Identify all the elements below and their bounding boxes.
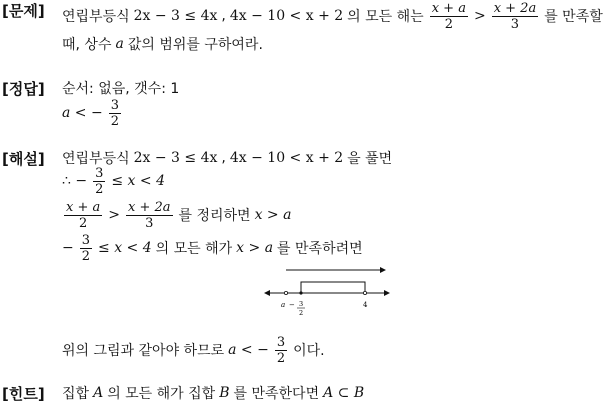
solution-greater-than: > [108,207,120,223]
label-num: 3 [299,300,304,308]
solution-fraction-1-denominator: 2 [95,181,104,197]
answer-line-1 [62,78,179,98]
solution-inequality-1: 2x − 3 ≤ 4x [133,150,218,166]
axis-left-arrowhead [264,290,270,296]
axis-right-arrowhead [384,290,390,296]
solution-result-1: x > a [254,207,292,223]
solution-separator: , [221,150,226,166]
solution-fraction-3-numerator: x + 2a [127,199,171,215]
point-a [284,291,287,294]
solution-final-lhs: a < − [228,342,269,358]
solution-condition: x > a [236,240,274,256]
label-4: 4 [363,301,368,309]
number-line-diagram [258,262,398,322]
answer-fraction-denominator: 2 [110,113,119,129]
fraction-1-numerator: x + a [431,0,466,16]
hint-set-a: A [93,385,104,401]
fraction-2 [492,1,539,32]
hint-mid-1: 의 모든 해가 집합 [107,386,216,402]
label-a: a [281,301,286,309]
solution-text-5-prefix: 위의 그림과 같아야 하므로 [62,343,225,359]
hint-relation: A ⊂ B [323,385,365,401]
point-four [363,291,366,294]
greater-than: > [473,8,486,24]
solution-range-1: ≤ x < 4 [111,173,165,189]
hint-set-b: B [219,385,230,401]
label-minus: − [289,301,295,309]
solution-fraction-4-numerator: 3 [81,232,91,248]
inequality-1: 2x − 3 ≤ 4x [133,8,218,24]
problem-text-prefix: 연립부등식 [62,9,130,25]
solution-tag: [해설] [2,150,45,168]
solution-fraction-1-numerator: 3 [95,165,104,181]
solution-fraction-3 [126,200,173,231]
hint-mid-2: 를 만족한다면 [233,386,320,402]
answer-meta: 순서: 없음, 갯수: 1 [62,81,180,97]
problem-line-1 [62,0,603,32]
solution-fraction-4 [80,233,92,264]
upper-ray-arrowhead [380,267,386,273]
point-minus-three-halves [299,291,302,294]
solution-line-2 [62,164,165,198]
separator: , [221,8,226,24]
therefore-lead: ∴ − [62,173,88,189]
fraction-1 [430,1,468,32]
solution-inequality-2: 4x − 10 < x + 2 [229,150,344,166]
solution-text-suffix: 을 풀면 [347,151,393,167]
solution-line-5 [62,332,325,368]
fraction-2-numerator: x + 2a [493,0,537,16]
solution-final-numerator: 3 [276,334,286,350]
solution-final-fraction [275,335,287,366]
answer-fraction-numerator: 3 [110,97,119,113]
problem-line-2 [62,34,263,54]
solution-line-4 [62,231,363,265]
problem-text-suffix: 를 만족할 [544,9,603,25]
answer-fraction [109,98,121,129]
hint-prefix: 집합 [62,386,90,402]
solution-text-4-mid: 의 모든 해가 [155,241,233,257]
fraction-1-denominator: 2 [444,16,453,32]
solution-range-2: ≤ x < 4 [98,240,152,256]
problem-text-2-suffix: 값의 범위를 구하여라. [127,37,263,53]
inequality-2: 4x − 10 < x + 2 [229,8,344,24]
answer-lhs: a < − [62,105,103,121]
solution-line-3 [62,198,291,232]
answer-tag: [정답] [2,80,45,98]
solution-minus: − [62,240,74,256]
label-den: 2 [299,309,304,317]
solution-fraction-1 [93,166,105,197]
solution-fraction-4-denominator: 2 [81,248,91,264]
problem-tag: [문제] [2,2,45,20]
solution-fraction-2-numerator: x + a [66,199,101,215]
solution-text-4-suffix: 를 만족하려면 [277,241,363,257]
solution-text-3-mid: 를 정리하면 [178,208,251,224]
range-box [301,282,365,293]
solution-fraction-3-denominator: 3 [145,215,154,231]
fraction-2-denominator: 3 [510,16,520,32]
solution-final-denominator: 2 [276,350,286,366]
answer-line-2 [62,96,123,130]
solution-fraction-2 [64,200,102,231]
problem-text-mid: 의 모든 해는 [347,9,424,25]
solution-text-prefix: 연립부등식 [62,151,130,167]
variable-a: a [115,36,124,52]
solution-fraction-2-denominator: 2 [78,215,88,231]
hint-line [62,383,364,403]
solution-text-5-suffix: 이다. [293,343,325,359]
hint-tag: [힌트] [2,385,45,403]
problem-text-2-prefix: 때, 상수 [62,37,112,53]
